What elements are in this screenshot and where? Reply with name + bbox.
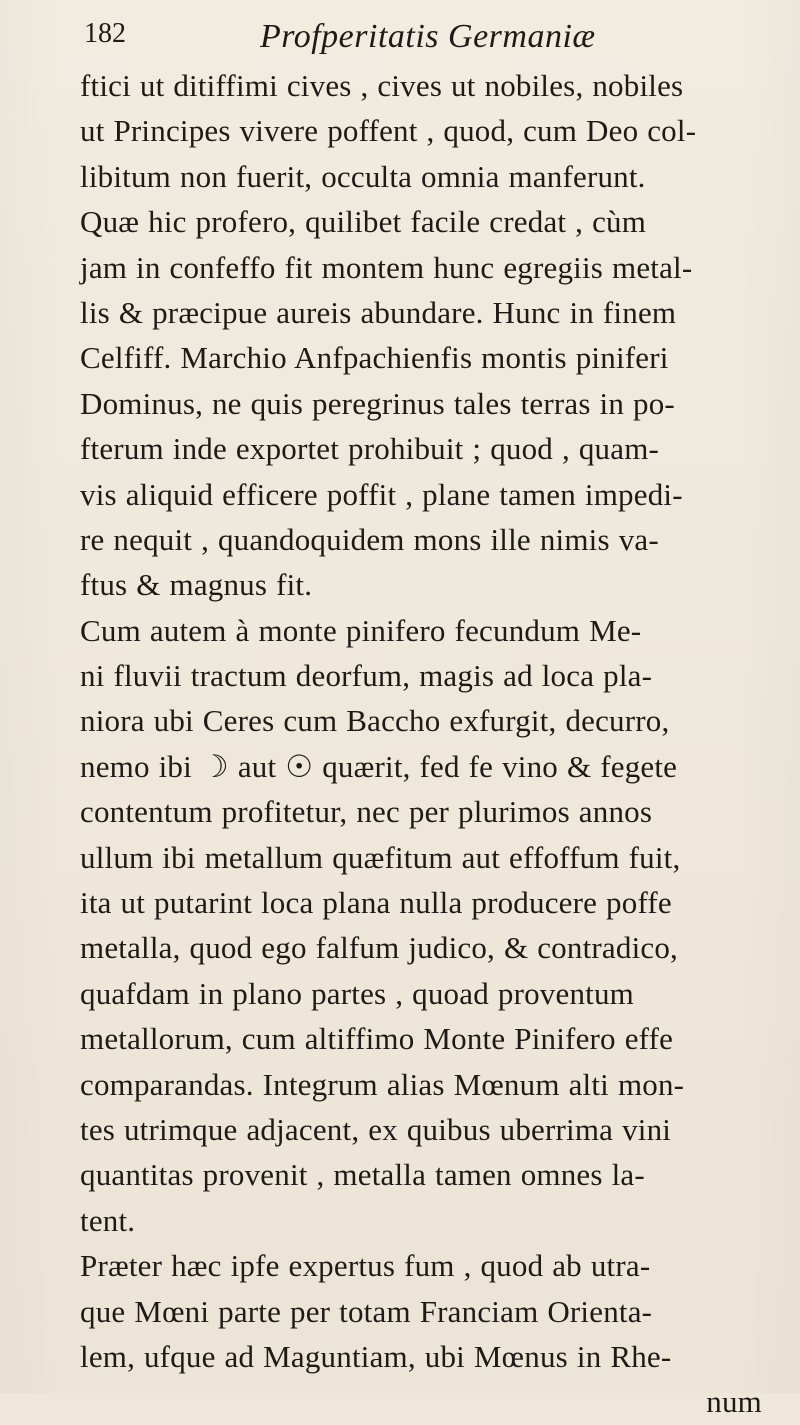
text-line: Præter hæc ipfe expertus fum , quod ab utra- xyxy=(80,1248,651,1284)
text-line: comparandas. Integrum alias Mœnum alti mon- xyxy=(80,1066,685,1102)
text-line: niora ubi Ceres cum Baccho exfurgit, decurro, xyxy=(80,703,670,739)
text-line: jam in confeffo fit montem hunc egregiis metal- xyxy=(80,249,693,285)
main-text xyxy=(80,63,780,1425)
text-line: Dominus, ne quis peregrinus tales terras in po- xyxy=(80,385,675,421)
text-line: lis & præcipue aureis abundare. Hunc in finem xyxy=(80,294,677,330)
text-line: ftici ut ditiffimi cives , cives ut nobiles, nobiles xyxy=(80,68,684,103)
text-line: Quæ hic profero, quilibet facile credat , cùm xyxy=(80,204,647,240)
text-line: lem, ufque ad Maguntiam, ubi Mœnus in Rhe- xyxy=(80,1338,672,1374)
text-line: que Mœni parte per totam Franciam Orienta- xyxy=(80,1293,653,1329)
page-number: 182 xyxy=(84,18,126,49)
text-line: ni fluvii tractum deorfum, magis ad loca pla- xyxy=(80,658,653,694)
text-line: ita ut putarint loca plana nulla producere poffe xyxy=(80,885,672,921)
text-line: ut Principes vivere poffent , quod, cum Deo col- xyxy=(80,113,697,149)
text-line: quantitas provenit , metalla tamen omnes la- xyxy=(80,1157,645,1193)
text-line: ftus & magnus fit. xyxy=(80,567,313,603)
text-line: re nequit , quandoquidem mons ille nimis va- xyxy=(80,521,659,557)
running-title: Profperitatis Germaniæ xyxy=(260,18,596,55)
page-header xyxy=(84,18,724,60)
text-line: quafdam in plano partes , quoad proventum xyxy=(80,975,634,1011)
text-line: metalla, quod ego falfum judico, & contradico, xyxy=(80,930,678,966)
text-line: Celfiff. Marchio Anfpachienfis montis piniferi xyxy=(80,340,669,376)
text-line: nemo ibi ☽ aut ☉ quærit, fed fe vino & fegete xyxy=(80,748,678,784)
text-line: fterum inde exportet prohibuit ; quod , quam- xyxy=(80,431,660,467)
text-line: libitum non fuerit, occulta omnia manferunt. xyxy=(80,158,646,194)
text-line: vis aliquid efficere poffit , plane tamen impedi- xyxy=(80,476,683,512)
text-line: tent. xyxy=(80,1202,136,1238)
text-line: contentum profitetur, nec per plurimos annos xyxy=(80,794,653,830)
text-line: tes utrimque adjacent, ex quibus uberrima vini xyxy=(80,1111,672,1147)
text-line: ullum ibi metallum quæfitum aut effoffum fuit, xyxy=(80,839,681,875)
catchword: num xyxy=(706,1384,762,1420)
text-line: Cum autem à monte pinifero fecundum Me- xyxy=(80,612,642,648)
text-line: metallorum, cum altiffimo Monte Pinifero effe xyxy=(80,1021,674,1057)
